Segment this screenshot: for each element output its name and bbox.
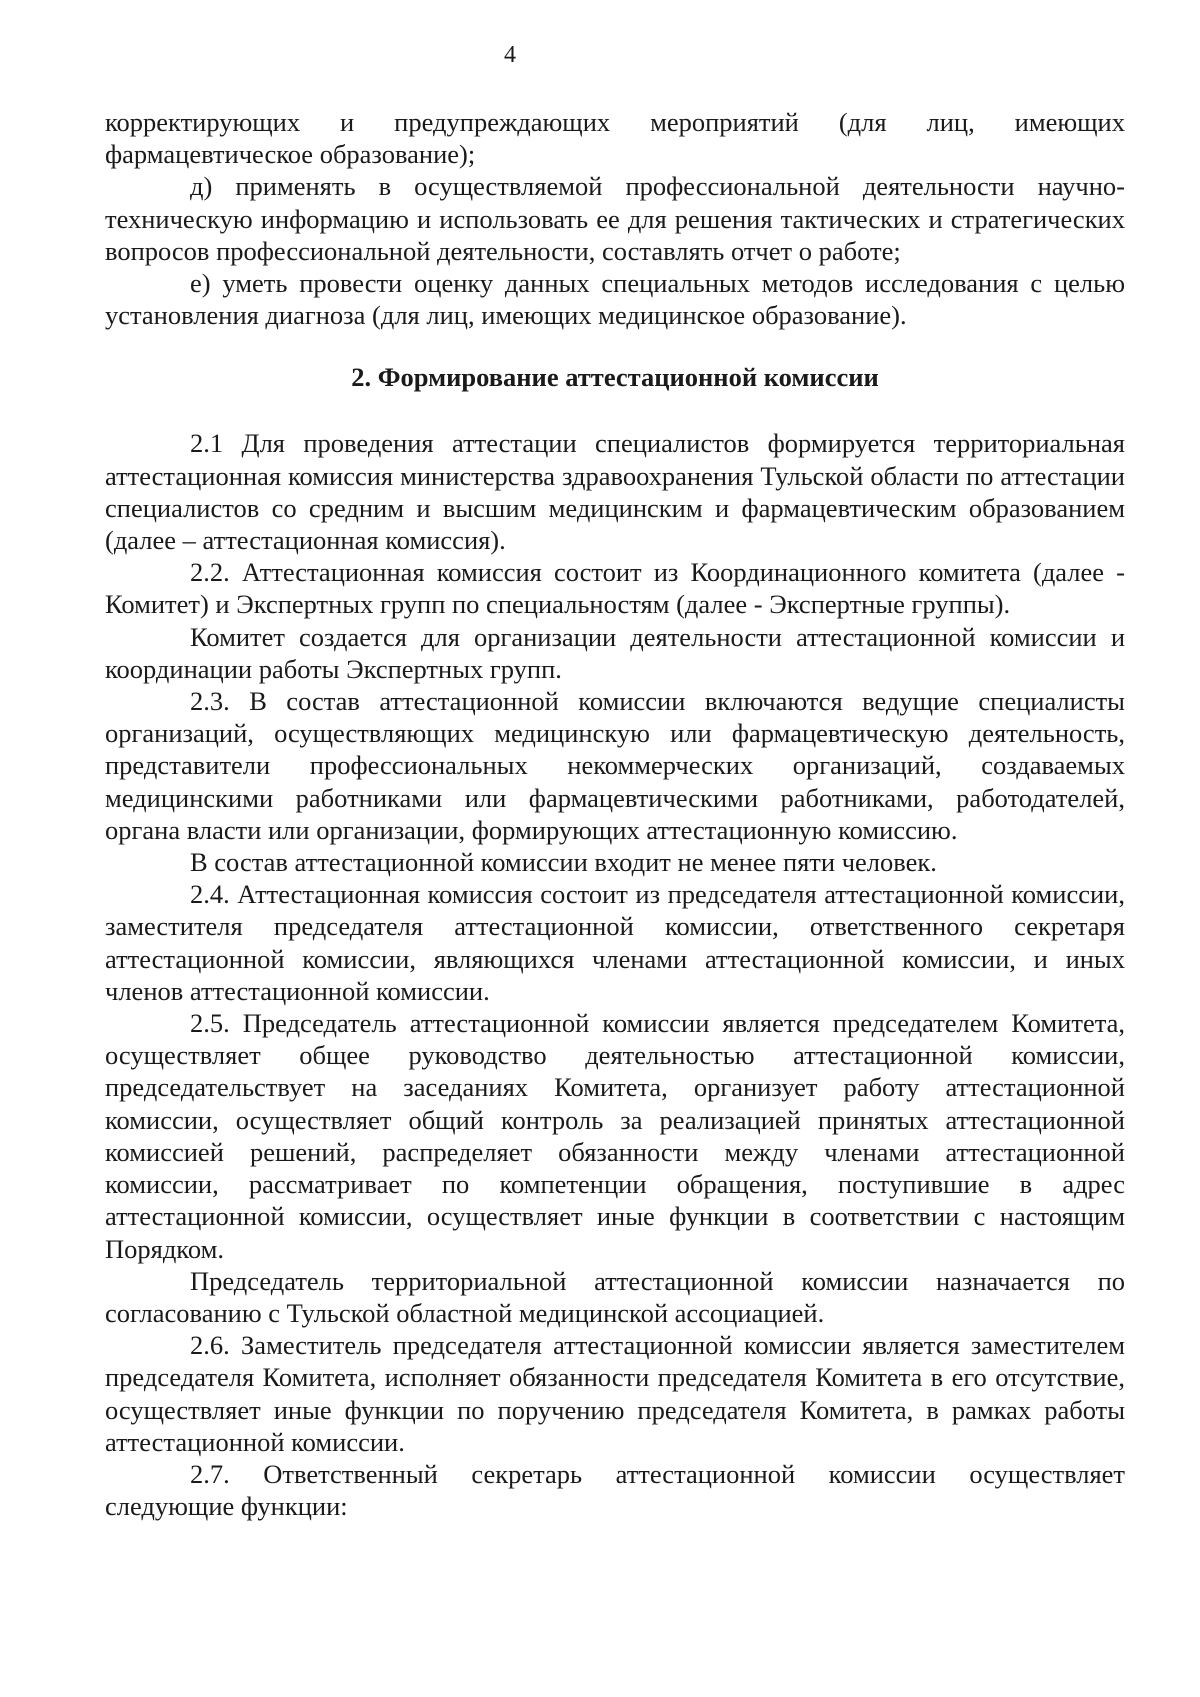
document-body bbox=[105, 106, 1125, 1522]
paragraph-chairman-appointment: Председатель территориальной аттестационной комиссии назначается по согласованию с Тульской областной медицинской ассоциацией. bbox=[105, 1265, 1125, 1328]
paragraph-composition: В состав аттестационной комиссии входит не менее пяти человек. bbox=[190, 847, 937, 878]
section-heading: 2. Формирование аттестационной комиссии bbox=[351, 362, 879, 393]
paragraph-2-4: 2.4. Аттестационная комиссия состоит из председателя аттестационной комиссии, заместителя председателя аттестационной комиссии, ответственного секретаря аттестационной комиссии, являющихся членами аттестационной комиссии, и иных членов аттестационной комиссии. bbox=[105, 879, 1125, 1006]
paragraph-2-2: 2.2. Аттестационная комиссия состоит из Координационного комитета (далее - Комитет) и Экспертных групп по специальностям (далее - Экспертные группы). bbox=[105, 557, 1125, 620]
page-number: 4 bbox=[504, 42, 516, 68]
paragraph-committee: Комитет создается для организации деятельности аттестационной комиссии и координации работы Экспертных групп. bbox=[105, 621, 1125, 684]
paragraph-2-3: 2.3. В состав аттестационной комиссии включаются ведущие специалисты организаций, осуществляющих медицинскую или фармацевтическую деятельность, представители профессиональных некоммерческих организаций, создаваемых медицинскими работниками или фармацевтическими работниками, работодателей, органа власти или организации, формирующих аттестационную комиссию. bbox=[105, 686, 1125, 845]
paragraph-item-d: д) применять в осуществляемой профессиональной деятельности научно-техническую информацию и использовать ее для решения тактических и стратегических вопросов профессиональной деятельности, составлять отчет о работе; bbox=[105, 171, 1125, 266]
paragraph-2-7: 2.7. Ответственный секретарь аттестационной комиссии осуществляет следующие функции: bbox=[105, 1458, 1125, 1522]
paragraph-continuation: корректирующих и предупреждающих мероприятий (для лиц, имеющих фармацевтическое образование); bbox=[105, 107, 1125, 170]
paragraph-2-1: 2.1 Для проведения аттестации специалистов формируется территориальная аттестационная комиссия министерства здравоохранения Тульской области по аттестации специалистов со средним и высшим медицинским и фармацевтическим образованием (далее – аттестационная комиссия). bbox=[105, 428, 1125, 556]
paragraph-item-e: е) уметь провести оценку данных специальных методов исследования с целью установления диагноза (для лиц, имеющих медицинское образование). bbox=[105, 268, 1125, 331]
paragraph-2-6: 2.6. Заместитель председателя аттестационной комиссии является заместителем председателя Комитета, исполняет обязанности председателя Комитета в его отсутствие, осуществляет иные функции по поручению председателя Комитета, в рамках работы аттестационной комиссии. bbox=[105, 1330, 1125, 1457]
paragraph-2-5: 2.5. Председатель аттестационной комиссии является председателем Комитета, осуществляет общее руководство деятельностью аттестационной комиссии, председательствует на заседаниях Комитета, организует работу аттестационной комиссии, осуществляет общий контроль за реализацией принятых аттестационной комиссией решений, распределяет обязанности между членами аттестационной комиссии, рассматривает по компетенции обращения, поступившие в адрес аттестационной комиссии, осуществляет иные функции в соответствии с настоящим Порядком. bbox=[105, 1008, 1125, 1264]
